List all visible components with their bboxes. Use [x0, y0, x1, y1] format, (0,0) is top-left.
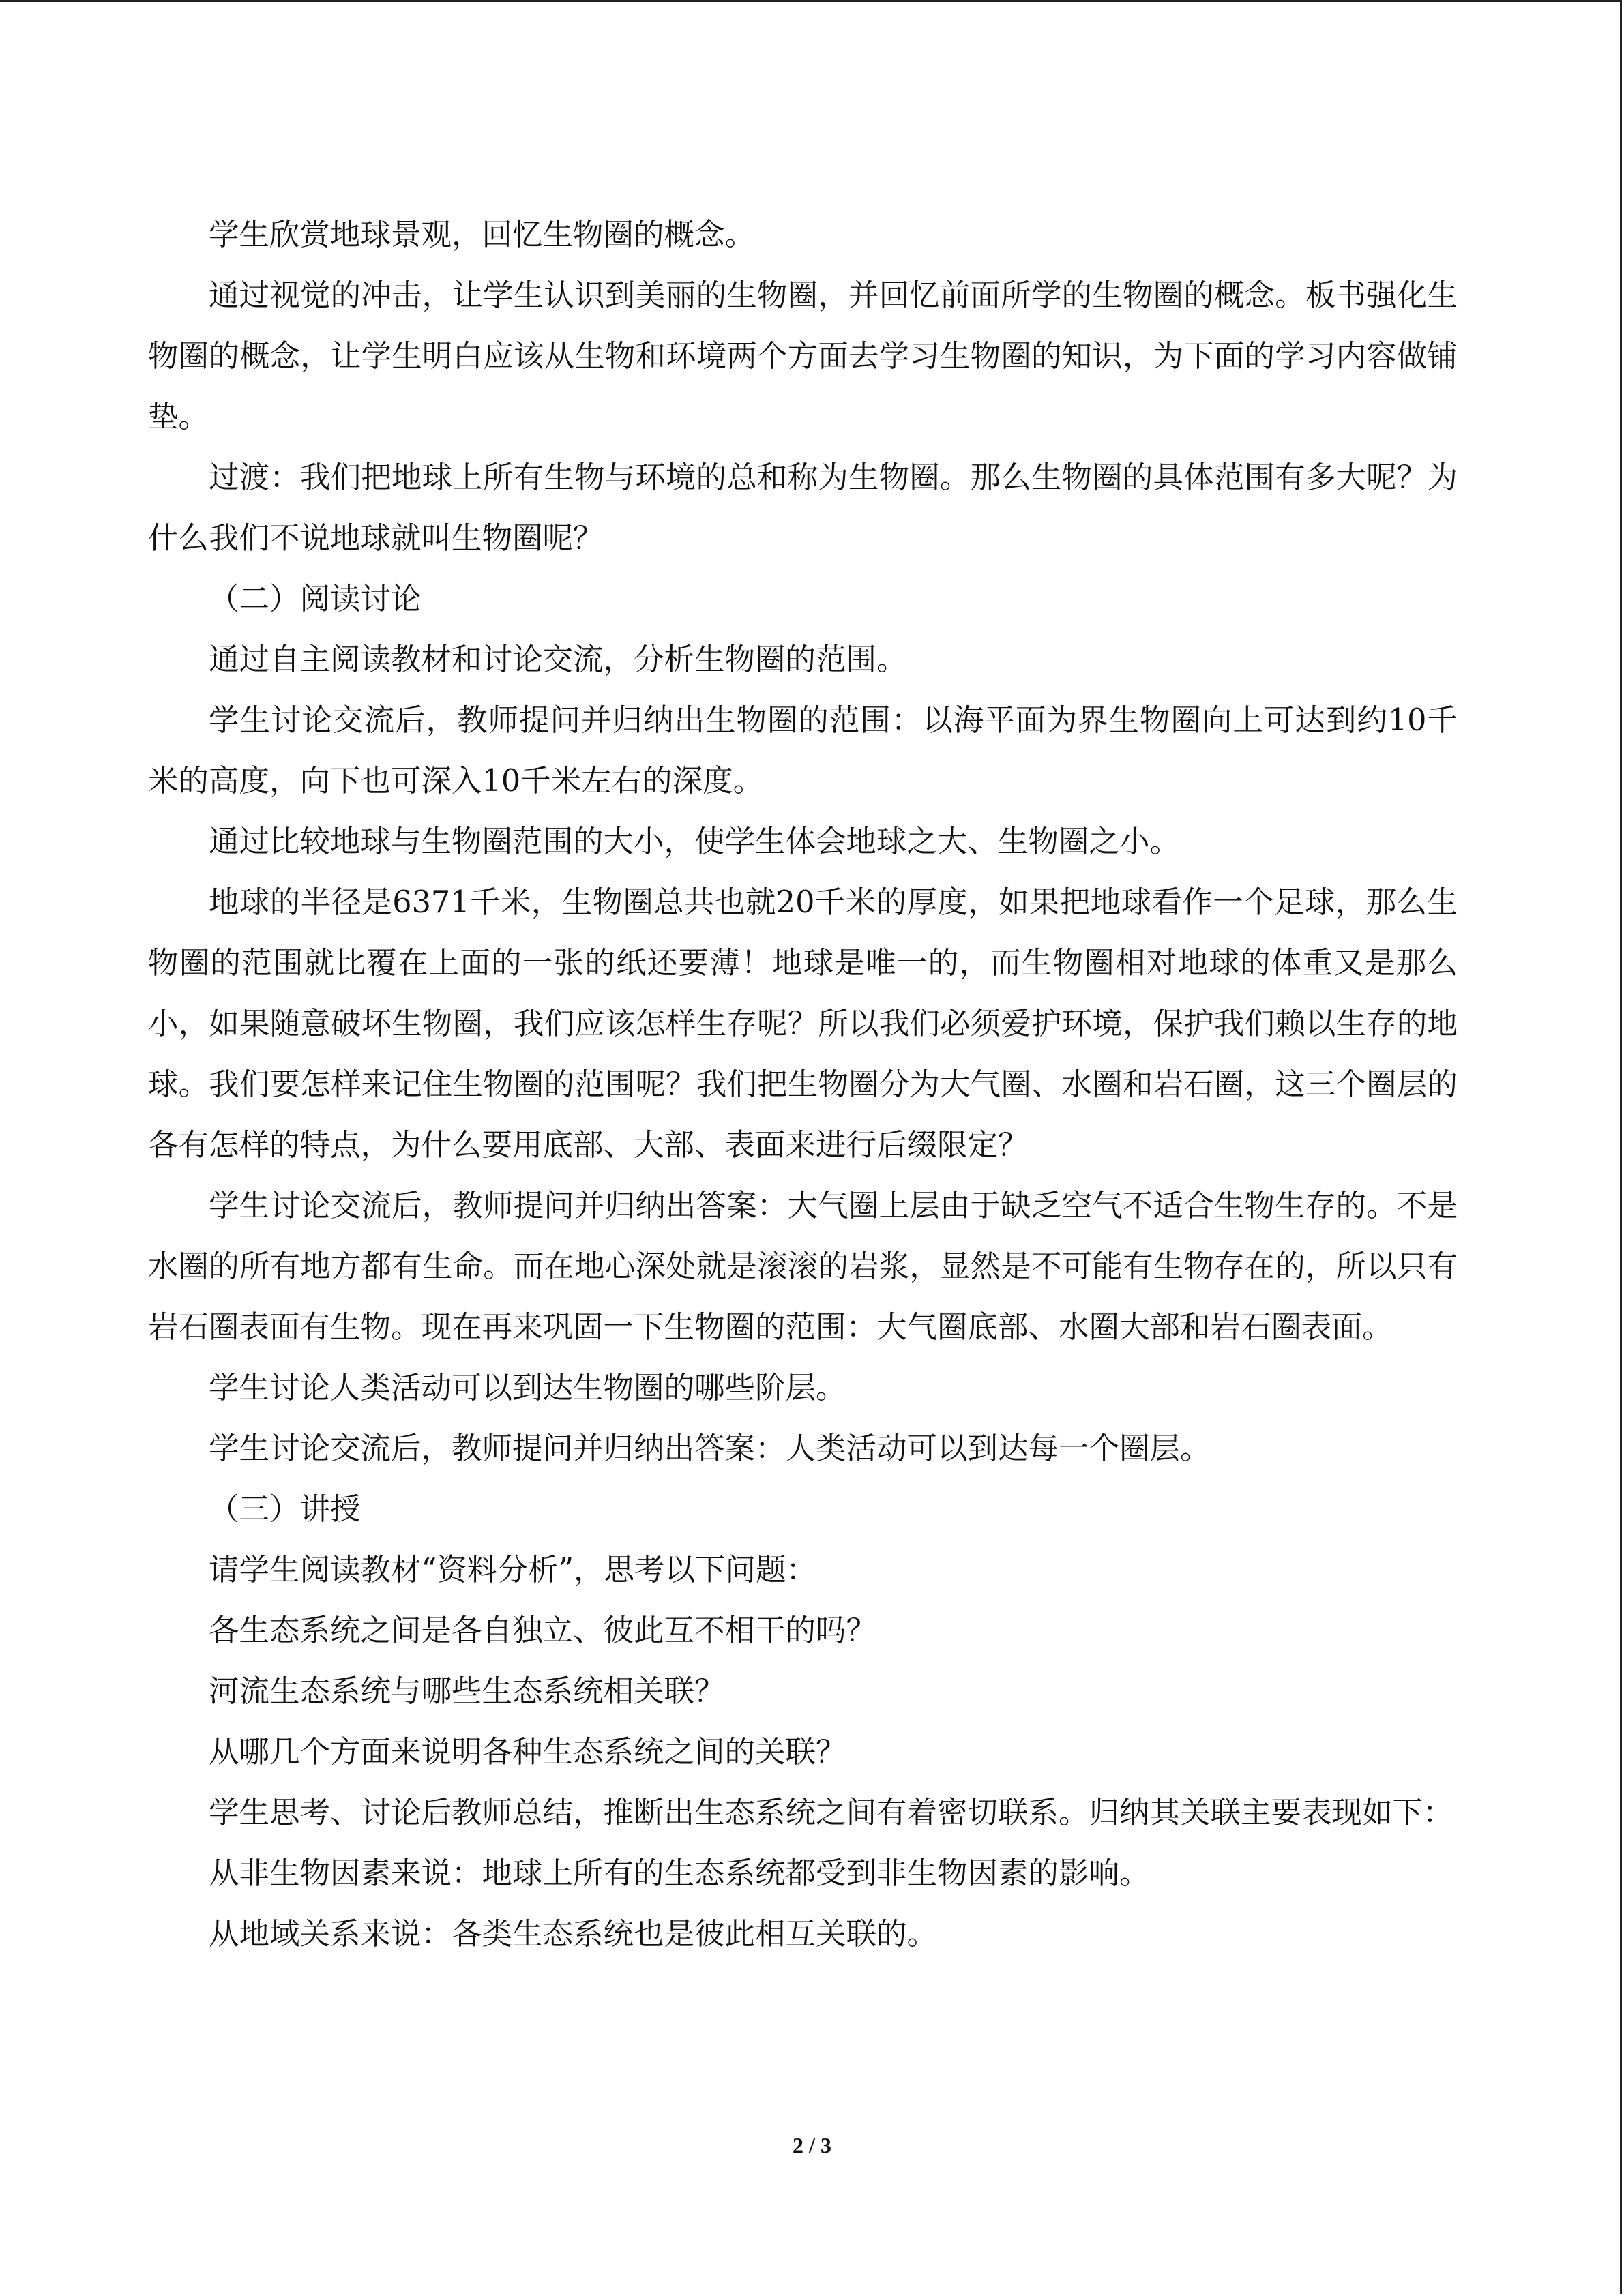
- paragraph-teacher-summary: 学生思考、讨论后教师总结，推断出生态系统之间有着密切联系。归纳其关联主要表现如下：: [209, 1795, 1453, 1830]
- document-body: [148, 205, 1458, 1965]
- question-aspects: 从哪几个方面来说明各种生态系统之间的关联？: [209, 1735, 846, 1770]
- paragraph-human-activity-question: 学生讨论人类活动可以到达生物圈的哪些阶层。: [209, 1371, 846, 1405]
- paragraph-biosphere-range: 学生讨论交流后，教师提问并归纳出生物圈的范围：以海平面为界生物圈向上可达到约10千米的高度，向下也可深入10千米左右的深度。: [148, 703, 1458, 799]
- question-river-ecosystem: 河流生态系统与哪些生态系统相关联？: [209, 1674, 725, 1709]
- paragraph-compare-size: 通过比较地球与生物圈范围的大小，使学生体会地球之大、生物圈之小。: [209, 824, 1181, 859]
- paragraph-self-reading: 通过自主阅读教材和讨论交流，分析生物圈的范围。: [209, 642, 907, 677]
- paragraph-visual-impact: 通过视觉的冲击，让学生认识到美丽的生物圈，并回忆前面所学的生物圈的概念。板书强化生物圈的概念，让学生明白应该从生物和环境两个方面去学习生物圈的知识，为下面的学习内容做铺垫。: [148, 278, 1458, 434]
- section-heading-lecture: （三）讲授: [209, 1492, 361, 1527]
- paragraph-layer-answers: 学生讨论交流后，教师提问并归纳出答案：大气圈上层由于缺乏空气不适合生物生存的。不是水圈的所有地方都有生命。而在地心深处就是滚滚的岩浆，显然是不可能有生物存在的，所以只有岩石圈表面有生物。现在再来巩固一下生物圈的范围：大气圈底部、水圈大部和岩石圈表面。: [148, 1189, 1458, 1345]
- paragraph-regional-relations: 从地域关系来说：各类生态系统也是彼此相互关联的。: [209, 1917, 938, 1952]
- page-number: 2 / 3: [793, 2133, 831, 2158]
- paragraph-earth-radius: 地球的半径是6371千米，生物圈总共也就20千米的厚度，如果把地球看作一个足球，那么生物圈的范围就比覆在上面的一张的纸还要薄！地球是唯一的，而生物圈相对地球的体重又是那么小，如果随意破坏生物圈，我们应该怎样生存呢？所以我们必须爱护环境，保护我们赖以生存的地球。我们要怎样来记住生物圈的范围呢？我们把生物圈分为大气圈、水圈和岩石圈，这三个圈层的各有怎样的特点，为什么要用底部、大部、表面来进行后缀限定？: [148, 885, 1458, 1163]
- paragraph-transition: 过渡：我们把地球上所有生物与环境的总和称为生物圈。那么生物圈的具体范围有多大呢？为什么我们不说地球就叫生物圈呢？: [148, 460, 1458, 556]
- paragraph-intro: 学生欣赏地球景观，回忆生物圈的概念。: [209, 218, 756, 252]
- paragraph-read-materials: 请学生阅读教材“资料分析”，思考以下问题：: [209, 1553, 817, 1587]
- section-heading-reading-discussion: （二）阅读讨论: [209, 582, 422, 616]
- paragraph-human-activity-answer: 学生讨论交流后，教师提问并归纳出答案：人类活动可以到达每一个圈层。: [209, 1431, 1211, 1466]
- paragraph-abiotic-factors: 从非生物因素来说：地球上所有的生态系统都受到非生物因素的影响。: [209, 1856, 1150, 1891]
- question-independence: 各生态系统之间是各自独立、彼此互不相干的吗？: [209, 1613, 877, 1648]
